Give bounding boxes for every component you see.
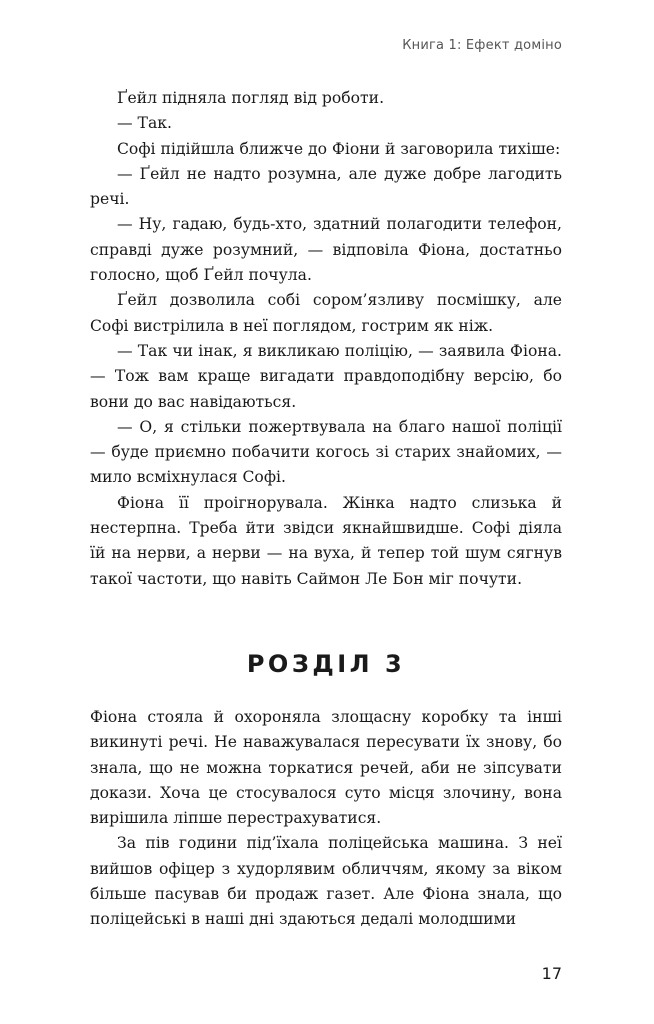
- paragraph: — Ґейл не надто розумна, але дуже добре лагодить речі.: [90, 164, 562, 209]
- chapter-heading: РОЗДІЛ 3: [246, 650, 406, 678]
- paragraph: — Ну, гадаю, будь-хто, здатний полагодити телефон, справді дуже розумний, — відповіла Фіона, достатньо голосно, щоб Ґейл почула.: [90, 215, 562, 285]
- paragraph: Ґейл дозволила собі сором’язливу посмішку, але Софі вистрілила в неї поглядом, гострим як ніж.: [90, 291, 562, 335]
- paragraph: Фіона її проігнорувала. Жінка надто слизька й нестерпна. Треба йти звідси якнайшвидше. Софі діяла їй на нерви, а нерви — на вуха, й тепер той шум сягнув такої частоти, що навіть Саймон Ле Бон міг почути.: [90, 493, 562, 588]
- paragraph: — Так.: [117, 114, 172, 133]
- body-text-bottom: [90, 705, 562, 933]
- paragraph: — О, я стільки пожертвувала на благо нашої поліції — буде приємно побачити когось зі старих знайомих, — мило всміхнулася Софі.: [90, 417, 562, 487]
- paragraph: За пів години під’їхала поліцейська машина. З неї вийшов офіцер з худорлявим обличчям, якому за віком більше пасував би продаж газет. Але Фіона знала, що поліцейські в наші дні здаються дедалі молодшими: [90, 834, 562, 929]
- paragraph: — Так чи інак, я викликаю поліцію, — заявила Фіона. — Тож вам краще вигадати правдоподібну версію, бо вони до вас навідаються.: [90, 341, 562, 411]
- paragraph: Фіона стояла й охороняла злощасну коробку та інші викинуті речі. Не наважувалася пересувати їх знову, бо знала, що не можна торкатися речей, аби не зіпсувати докази. Хоча це стосувалося суто місця злочину, вона вирішила ліпше перестрахуватися.: [90, 708, 562, 828]
- running-header: Книга 1: Ефект доміно: [402, 38, 562, 53]
- page-number: 17: [541, 964, 562, 983]
- paragraph: Софі підійшла ближче до Фіони й заговорила тихіше:: [117, 139, 561, 158]
- body-text-top: [90, 86, 562, 592]
- paragraph: Ґейл підняла погляд від роботи.: [117, 89, 385, 107]
